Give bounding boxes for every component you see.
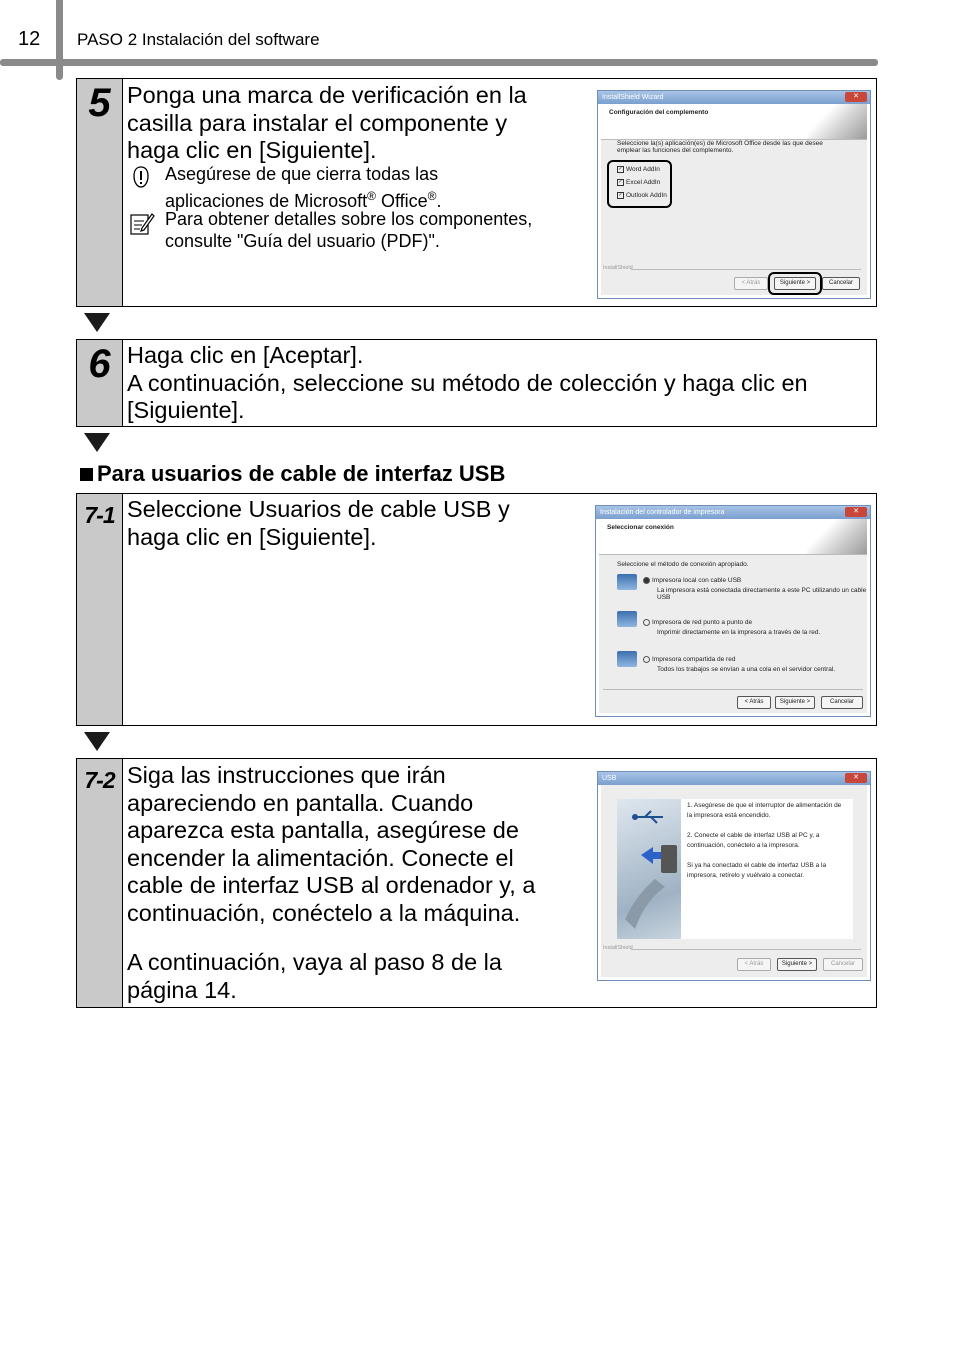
text-line: Siga las instrucciones que irán	[127, 762, 446, 788]
cancel-button: Cancelar	[823, 958, 863, 971]
section-heading	[80, 461, 505, 487]
step-7-2-text	[127, 762, 535, 927]
dialog-titlebar	[598, 91, 870, 104]
dialog-titlebar	[596, 506, 870, 519]
highlight-ring	[768, 272, 822, 295]
step-number: 5	[88, 81, 111, 125]
text-line: encender la alimentación. Conecte el	[127, 844, 514, 871]
shared-printer-icon	[617, 651, 637, 667]
header-horizontal-bar	[0, 59, 878, 66]
square-bullet-icon	[80, 468, 93, 481]
text-line: A continuación, vaya al paso 8 de la	[127, 949, 502, 975]
text-line: A continuación, seleccione su método de colección y haga clic en	[127, 369, 808, 396]
checkbox-item: ✓ Outlook AddIn	[618, 191, 667, 199]
note-pencil-icon	[129, 210, 155, 236]
header-title: PASO 2 Instalación del software	[77, 30, 320, 49]
close-icon: ✕	[845, 92, 867, 102]
close-icon: ✕	[845, 773, 867, 783]
checkbox-item: ✓ Excel AddIn	[618, 178, 661, 186]
back-button: < Atrás	[734, 277, 768, 290]
radio-option: Impresora local con cable USB	[643, 577, 741, 584]
dialog-titlebar	[598, 772, 870, 785]
step-7-1-box	[76, 493, 877, 726]
text-line: aparezca esta pantalla, asegúrese de	[127, 817, 519, 843]
text-line: cable de interfaz USB al ordenador y, a	[127, 872, 536, 898]
step-number: 6	[88, 342, 111, 386]
back-button: < Atrás	[737, 958, 771, 971]
highlight-ring	[607, 160, 672, 208]
swoosh-graphic	[807, 104, 867, 139]
cancel-button: Cancelar	[821, 696, 863, 709]
next-button: Siguiente >	[775, 696, 815, 709]
step-6-box	[76, 339, 877, 427]
back-button: < Atrás	[737, 696, 771, 709]
text-line: casilla para instalar el componente y	[127, 109, 508, 136]
dialog-footer: InstallShield	[603, 945, 633, 951]
cancel-button: Cancelar	[822, 277, 860, 290]
radio-option: Impresora de red punto a punto de	[643, 619, 752, 626]
instruction-p2: 2. Conecte el cable de interfaz USB al PC y, a continuación, conéctelo a la impresora.	[687, 832, 820, 849]
dialog-footer: InstallShield	[603, 265, 633, 271]
text-line: Ponga una marca de verificación en la	[127, 82, 527, 108]
down-arrow-icon	[84, 313, 110, 332]
checkbox-checked-icon: ✓	[618, 178, 623, 185]
usb-printer-icon	[617, 574, 637, 590]
step-5-box	[76, 78, 877, 307]
warning-text: Office	[375, 191, 428, 211]
step-gutter	[77, 494, 123, 725]
radio-option: Impresora compartida de red	[643, 656, 735, 663]
dialog-description: Seleccione el método de conexión apropiado.	[617, 561, 749, 568]
option-desc: Todos los trabajos se envían a una cola en el servidor central.	[657, 666, 836, 673]
step-7-1-text	[127, 496, 510, 551]
warning-note	[165, 163, 442, 212]
usb-cable-image	[617, 799, 681, 939]
text-line: haga clic en [Siguiente].	[127, 137, 377, 163]
text-line: [Siguiente].	[127, 397, 245, 423]
swoosh-graphic	[807, 519, 867, 554]
text-line: haga clic en [Siguiente].	[127, 523, 377, 550]
checkbox-checked-icon: ✓	[618, 165, 623, 172]
option-desc: La impresora está conectada directamente a este PC utilizando un cable USB	[657, 587, 867, 601]
instruction-p1: 1. Asegúrese de que el interruptor de alimentación de la impresora está encendido.	[687, 802, 842, 819]
step-7-2-next-text	[127, 949, 502, 1004]
usb-dialog-screenshot	[597, 771, 871, 981]
section-heading-text: Para usuarios de cable de interfaz USB	[97, 461, 506, 486]
registered-mark: ®	[367, 189, 376, 203]
checkbox-checked-icon: ✓	[618, 191, 623, 198]
text-line: Seleccione Usuarios de cable USB y	[127, 496, 510, 522]
down-arrow-icon	[84, 433, 110, 452]
option-desc: Imprimir directamente en la impresora a través de la red.	[657, 629, 821, 636]
exclamation-icon	[132, 166, 150, 188]
header-vertical-bar	[56, 0, 63, 80]
installshield-dialog-screenshot	[597, 90, 871, 299]
usb-symbol-icon	[617, 799, 681, 939]
warning-text: aplicaciones de Microsoft	[165, 191, 368, 211]
text-line: apareciendo en pantalla. Cuando	[127, 789, 474, 816]
dialog-title: Instalación del controlador de impresora	[600, 509, 725, 516]
text-line: Haga clic en [Aceptar].	[127, 342, 364, 368]
step-gutter	[77, 759, 123, 1007]
next-button: Siguiente >	[774, 277, 816, 290]
checkbox-item: ✓ Word AddIn	[618, 165, 660, 173]
usb-instructions	[687, 801, 847, 881]
radio-selected-icon	[643, 577, 650, 584]
text-line: página 14.	[127, 976, 237, 1003]
down-arrow-icon	[84, 732, 110, 751]
next-button: Siguiente >	[777, 958, 817, 971]
dialog-title: USB	[602, 775, 617, 782]
instruction-p3: Si ya ha conectado el cable de interfaz USB a la impresora, retírelo y vuélvalo a conectar.	[687, 862, 827, 879]
step-number: 7-2	[84, 767, 115, 793]
warning-period: .	[436, 191, 442, 211]
text-line: continuación, conéctelo a la máquina.	[127, 899, 521, 926]
page-number: 12	[18, 28, 41, 50]
driver-dialog-screenshot	[595, 505, 871, 717]
close-icon: ✕	[845, 507, 867, 517]
step-number: 7-1	[84, 502, 115, 528]
radio-unselected-icon	[643, 656, 650, 663]
note-line: consulte "Guía del usuario (PDF)".	[165, 231, 440, 251]
step-5-text	[127, 82, 527, 165]
radio-unselected-icon	[643, 619, 650, 626]
note-line: Para obtener detalles sobre los componentes,	[165, 209, 533, 229]
dialog-description: Seleccione la(s) aplicación(es) de Microsoft Office desde las que desee emplear las funciones del complemento.	[617, 140, 823, 154]
registered-mark: ®	[427, 189, 437, 203]
dialog-header: Seleccionar conexión	[607, 524, 674, 531]
step-7-2-box	[76, 758, 877, 1008]
dialog-header: Configuración del complemento	[609, 109, 709, 116]
warning-line: Asegúrese de que cierra todas las	[165, 164, 439, 184]
network-printer-icon	[617, 611, 637, 627]
dialog-title: InstallShield Wizard	[602, 94, 664, 101]
info-note	[165, 208, 532, 252]
step-6-text	[127, 342, 808, 425]
